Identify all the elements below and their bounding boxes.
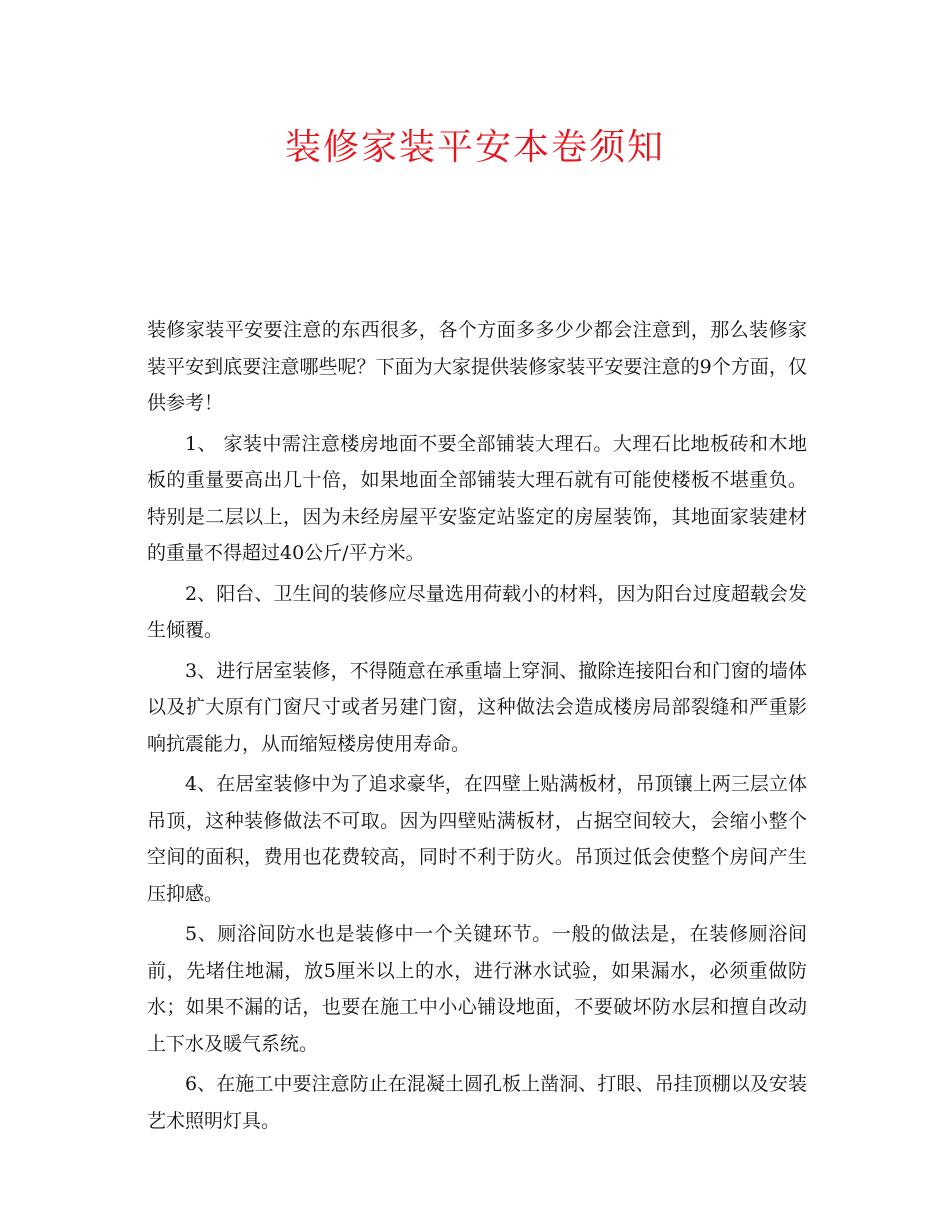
item-paragraph-1: 1、 家装中需注意楼房地面不要全部铺装大理石。大理石比地板砖和木地板的重量要高出几十倍，如果地面全部铺装大理石就有可能使楼板不堪重负。特别是二层以上，因为未经房屋平安鉴定站鉴定的房屋装饰，其地面家装建材 的重量不得超过40公斤/平方米。 [147,432,807,564]
document-title: 装修家装平安本卷须知 [284,127,665,168]
item-paragraph-6: 6、在施工中要注意防止在混凝土圆孔板上凿洞、打眼、吊挂顶棚以及安装艺术照明灯具。 [147,1073,807,1132]
item-paragraph-4: 4、在居室装修中为了追求豪华，在四壁上贴满板材，吊顶镶上两三层立体吊顶，这种装修做法不可取。因为四壁贴满板材，占据空间较大，会缩小整个空间的面积，费用也花费较高，同时不利于防火。吊顶过低会使整个房间产生压抑感。 [147,773,807,905]
item-paragraph-2: 2、阳台、卫生间的装修应尽量选用荷载小的材料，因为阳台过度超载会发生倾覆。 [147,582,807,641]
document-body [147,312,807,1143]
intro-paragraph: 装修家装平安要注意的东西很多，各个方面多多少少都会注意到，那么装修家装平安到底要注意哪些呢？下面为大家提供装修家装平安要注意的9个方面，仅供参考！ [147,319,807,414]
item-paragraph-3: 3、进行居室装修，不得随意在承重墙上穿洞、撤除连接阳台和门窗的墙体以及扩大原有门窗尺寸或者另建门窗，这种做法会造成楼房局部裂缝和严重影响抗震能力，从而缩短楼房使用寿命。 [147,659,807,755]
item-paragraph-5: 5、厕浴间防水也是装修中一个关键环节。一般的做法是，在装修厕浴间前，先堵住地漏，放5厘米以上的水，进行淋水试验，如果漏水，必须重做防水；如果不漏的话，也要在施工中小心铺设地面，不要破坏防水层和擅自改动上下水及暖气系统。 [147,923,807,1055]
